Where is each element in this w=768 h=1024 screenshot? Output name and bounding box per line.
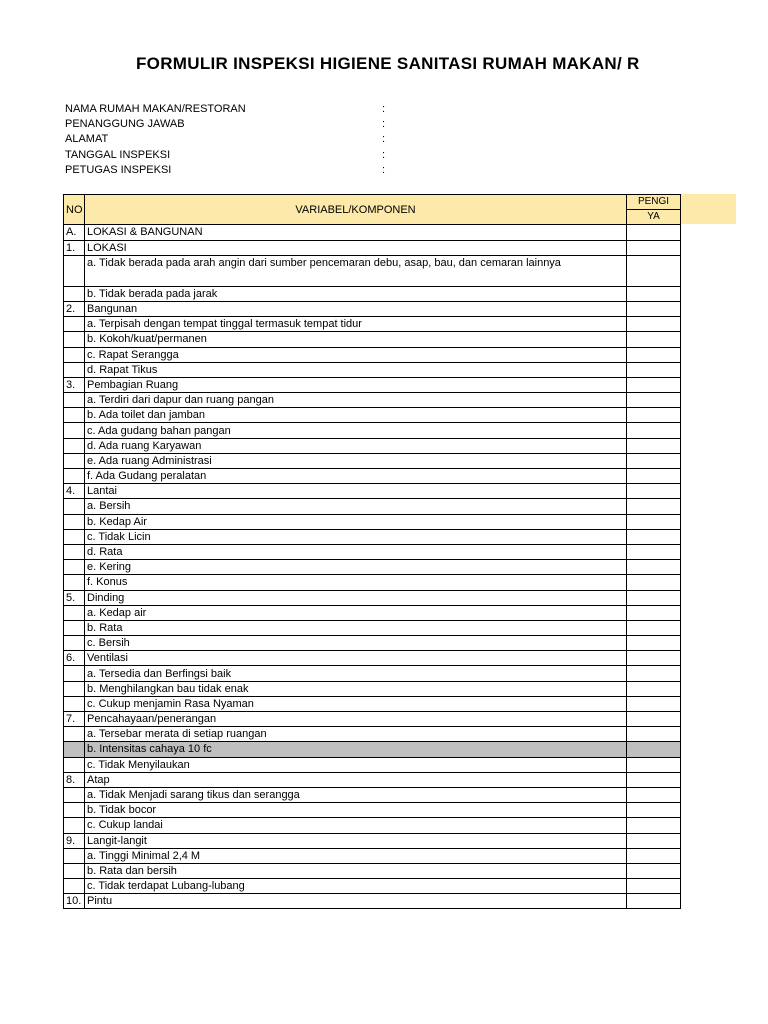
table-row <box>64 620 681 635</box>
row-number <box>64 863 85 878</box>
table-row <box>64 453 681 468</box>
row-variable: b. Intensitas cahaya 10 fc <box>85 742 627 757</box>
row-variable: Lantai <box>85 484 627 499</box>
info-row-penanggung <box>65 117 465 132</box>
table-header-row <box>64 195 681 210</box>
row-ya-cell[interactable] <box>627 317 681 332</box>
table-row <box>64 301 681 316</box>
row-ya-cell[interactable] <box>627 894 681 909</box>
row-number <box>64 286 85 301</box>
row-ya-cell[interactable] <box>627 469 681 484</box>
row-number <box>64 408 85 423</box>
row-ya-cell[interactable] <box>627 636 681 651</box>
table-row <box>64 803 681 818</box>
row-number <box>64 514 85 529</box>
row-ya-cell[interactable] <box>627 742 681 757</box>
row-ya-cell[interactable] <box>627 833 681 848</box>
table-row <box>64 712 681 727</box>
row-variable: b. Kokoh/kuat/permanen <box>85 332 627 347</box>
row-number <box>64 666 85 681</box>
row-variable: a. Tinggi Minimal 2,4 M <box>85 848 627 863</box>
row-number: A. <box>64 225 85 240</box>
row-variable: c. Cukup menjamin Rasa Nyaman <box>85 696 627 711</box>
row-number <box>64 879 85 894</box>
row-ya-cell[interactable] <box>627 848 681 863</box>
table-row <box>64 757 681 772</box>
row-variable: Pintu <box>85 894 627 909</box>
row-ya-cell[interactable] <box>627 696 681 711</box>
row-number <box>64 636 85 651</box>
row-number <box>64 362 85 377</box>
row-ya-cell[interactable] <box>627 803 681 818</box>
info-label: ALAMAT <box>65 133 109 146</box>
row-ya-cell[interactable] <box>627 590 681 605</box>
table-body <box>64 225 681 909</box>
row-ya-cell[interactable] <box>627 408 681 423</box>
row-ya-cell[interactable] <box>627 255 681 286</box>
info-colon: : <box>382 133 386 146</box>
row-variable: a. Tersebar merata di setiap ruangan <box>85 727 627 742</box>
row-number <box>64 605 85 620</box>
row-number <box>64 727 85 742</box>
row-variable: Pembagian Ruang <box>85 377 627 392</box>
row-ya-cell[interactable] <box>627 347 681 362</box>
table-row <box>64 696 681 711</box>
row-number: 4. <box>64 484 85 499</box>
info-colon: : <box>382 118 386 131</box>
row-number: 1. <box>64 240 85 255</box>
table-row <box>64 772 681 787</box>
info-row-tanggal <box>65 148 465 163</box>
table-row <box>64 651 681 666</box>
row-number: 10. <box>64 894 85 909</box>
info-label: PETUGAS INSPEKSI <box>65 163 172 176</box>
table-row <box>64 332 681 347</box>
row-ya-cell[interactable] <box>627 560 681 575</box>
row-number <box>64 848 85 863</box>
row-variable: LOKASI & BANGUNAN <box>85 225 627 240</box>
row-ya-cell[interactable] <box>627 438 681 453</box>
row-variable: b. Tidak berada pada jarak <box>85 286 627 301</box>
row-ya-cell[interactable] <box>627 727 681 742</box>
row-ya-cell[interactable] <box>627 787 681 802</box>
row-variable: e. Kering <box>85 560 627 575</box>
row-ya-cell[interactable] <box>627 240 681 255</box>
table-row <box>64 833 681 848</box>
row-ya-cell[interactable] <box>627 332 681 347</box>
table-row <box>64 544 681 559</box>
row-number <box>64 757 85 772</box>
row-number <box>64 787 85 802</box>
row-variable: c. Tidak Licin <box>85 529 627 544</box>
row-number <box>64 423 85 438</box>
row-ya-cell[interactable] <box>627 772 681 787</box>
row-number: 8. <box>64 772 85 787</box>
header-ya: YA <box>627 210 681 225</box>
row-variable: f. Ada Gudang peralatan <box>85 469 627 484</box>
row-number <box>64 575 85 590</box>
row-variable: a. Bersih <box>85 499 627 514</box>
info-colon: : <box>382 163 386 176</box>
row-ya-cell[interactable] <box>627 818 681 833</box>
info-label: PENANGGUNG JAWAB <box>65 118 185 131</box>
row-number <box>64 393 85 408</box>
info-colon: : <box>382 103 386 115</box>
row-ya-cell[interactable] <box>627 484 681 499</box>
table-row <box>64 408 681 423</box>
row-number <box>64 347 85 362</box>
row-ya-cell[interactable] <box>627 377 681 392</box>
row-ya-cell[interactable] <box>627 620 681 635</box>
header-fill-extension <box>681 194 736 224</box>
row-ya-cell[interactable] <box>627 605 681 620</box>
row-ya-cell[interactable] <box>627 879 681 894</box>
table-row <box>64 240 681 255</box>
table-row <box>64 636 681 651</box>
row-variable: b. Rata dan bersih <box>85 863 627 878</box>
row-variable: Dinding <box>85 590 627 605</box>
row-number <box>64 255 85 286</box>
row-ya-cell[interactable] <box>627 529 681 544</box>
row-ya-cell[interactable] <box>627 393 681 408</box>
table-row <box>64 605 681 620</box>
row-number <box>64 681 85 696</box>
row-number: 9. <box>64 833 85 848</box>
row-number: 7. <box>64 712 85 727</box>
table-row <box>64 438 681 453</box>
table-row <box>64 347 681 362</box>
row-ya-cell[interactable] <box>627 712 681 727</box>
row-number <box>64 818 85 833</box>
row-variable: d. Rapat Tikus <box>85 362 627 377</box>
row-variable: b. Menghilangkan bau tidak enak <box>85 681 627 696</box>
table-row <box>64 848 681 863</box>
row-number <box>64 560 85 575</box>
row-ya-cell[interactable] <box>627 666 681 681</box>
row-ya-cell[interactable] <box>627 286 681 301</box>
row-number <box>64 544 85 559</box>
row-ya-cell[interactable] <box>627 681 681 696</box>
row-ya-cell[interactable] <box>627 499 681 514</box>
table-row <box>64 484 681 499</box>
table-row <box>64 727 681 742</box>
table-row <box>64 377 681 392</box>
header-variabel: VARIABEL/KOMPONEN <box>85 195 627 225</box>
row-variable: a. Terpisah dengan tempat tinggal termasuk tempat tidur <box>85 317 627 332</box>
table-row <box>64 286 681 301</box>
row-variable: c. Tidak Menyilaukan <box>85 757 627 772</box>
table-row <box>64 590 681 605</box>
row-variable: a. Tersedia dan Berfingsi baik <box>85 666 627 681</box>
row-number <box>64 529 85 544</box>
info-label: TANGGAL INSPEKSI <box>65 148 171 161</box>
row-variable: Langit-langit <box>85 833 627 848</box>
row-number: 5. <box>64 590 85 605</box>
header-pengamatan: PENGI <box>627 195 681 210</box>
row-variable: LOKASI <box>85 240 627 255</box>
table-row <box>64 225 681 240</box>
row-variable: c. Cukup landai <box>85 818 627 833</box>
table-row <box>64 317 681 332</box>
info-block <box>65 102 465 178</box>
row-ya-cell[interactable] <box>627 362 681 377</box>
table-row <box>64 423 681 438</box>
row-ya-cell[interactable] <box>627 453 681 468</box>
row-ya-cell[interactable] <box>627 757 681 772</box>
row-variable: f. Konus <box>85 575 627 590</box>
form-title: FORMULIR INSPEKSI HIGIENE SANITASI RUMAH MAKAN/ R <box>136 54 640 73</box>
row-variable: d. Rata <box>85 544 627 559</box>
header-no: NO <box>64 195 85 225</box>
table-row <box>64 514 681 529</box>
row-variable: a. Tidak berada pada arah angin dari sumber pencemaran debu, asap, bau, dan cemaran lainnya <box>85 255 627 286</box>
info-colon: : <box>382 148 386 161</box>
row-number <box>64 742 85 757</box>
row-number: 3. <box>64 377 85 392</box>
row-variable: a. Terdiri dari dapur dan ruang pangan <box>85 393 627 408</box>
row-ya-cell[interactable] <box>627 225 681 240</box>
row-variable: c. Ada gudang bahan pangan <box>85 423 627 438</box>
row-ya-cell[interactable] <box>627 514 681 529</box>
row-variable: Atap <box>85 772 627 787</box>
row-variable: b. Kedap Air <box>85 514 627 529</box>
row-variable: Ventilasi <box>85 651 627 666</box>
row-number <box>64 453 85 468</box>
row-ya-cell[interactable] <box>627 423 681 438</box>
table-row <box>64 681 681 696</box>
table-row <box>64 863 681 878</box>
row-number <box>64 332 85 347</box>
row-number: 2. <box>64 301 85 316</box>
row-number <box>64 317 85 332</box>
row-variable: a. Tidak Menjadi sarang tikus dan serangga <box>85 787 627 802</box>
table-row <box>64 529 681 544</box>
table-row <box>64 362 681 377</box>
row-number <box>64 620 85 635</box>
row-number <box>64 499 85 514</box>
table-row <box>64 575 681 590</box>
row-variable: d. Ada ruang Karyawan <box>85 438 627 453</box>
row-variable: c. Tidak terdapat Lubang-lubang <box>85 879 627 894</box>
row-number <box>64 469 85 484</box>
row-number: 6. <box>64 651 85 666</box>
info-row-petugas <box>65 163 465 178</box>
row-number <box>64 803 85 818</box>
info-label: NAMA RUMAH MAKAN/RESTORAN <box>65 103 246 115</box>
row-variable: a. Kedap air <box>85 605 627 620</box>
table-row <box>64 469 681 484</box>
info-row-nama <box>65 102 465 117</box>
table-row <box>64 879 681 894</box>
row-ya-cell[interactable] <box>627 575 681 590</box>
table-row <box>64 499 681 514</box>
row-variable: b. Rata <box>85 620 627 635</box>
inspection-table <box>63 194 681 909</box>
table-row <box>64 894 681 909</box>
row-variable: b. Ada toilet dan jamban <box>85 408 627 423</box>
row-ya-cell[interactable] <box>627 651 681 666</box>
row-number <box>64 438 85 453</box>
table-row <box>64 742 681 757</box>
table-row <box>64 787 681 802</box>
table-row <box>64 560 681 575</box>
row-ya-cell[interactable] <box>627 863 681 878</box>
row-variable: c. Bersih <box>85 636 627 651</box>
table-row <box>64 255 681 286</box>
table-row <box>64 818 681 833</box>
row-variable: e. Ada ruang Administrasi <box>85 453 627 468</box>
row-ya-cell[interactable] <box>627 544 681 559</box>
row-variable: Bangunan <box>85 301 627 316</box>
row-variable: c. Rapat Serangga <box>85 347 627 362</box>
row-variable: b. Tidak bocor <box>85 803 627 818</box>
table-row <box>64 393 681 408</box>
row-variable: Pencahayaan/penerangan <box>85 712 627 727</box>
info-row-alamat <box>65 132 465 147</box>
row-number <box>64 696 85 711</box>
row-ya-cell[interactable] <box>627 301 681 316</box>
table-row <box>64 666 681 681</box>
